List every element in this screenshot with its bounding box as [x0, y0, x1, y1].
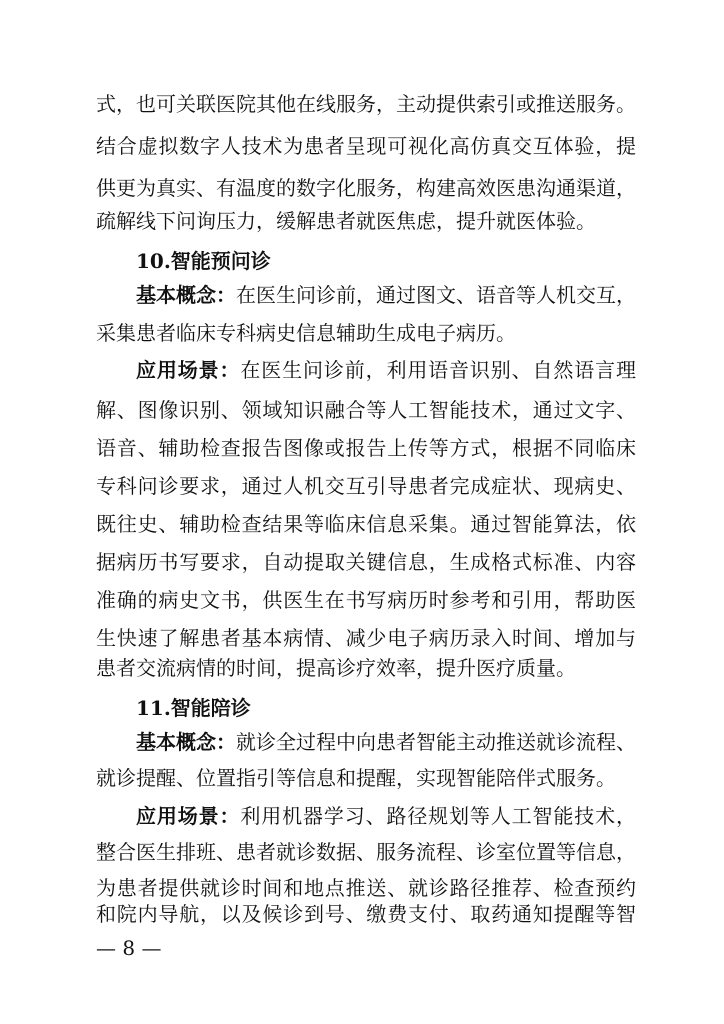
scenario-label: 应用场景：	[136, 804, 241, 828]
concept-label: 基本概念：	[136, 283, 236, 307]
body-text-line: 解、图像识别、领域知识融合等人工智能技术，通过文字、	[96, 398, 636, 422]
concept-text: 就诊全过程中向患者智能主动推送就诊流程、	[236, 730, 636, 754]
scenario-label: 应用场景：	[136, 358, 241, 382]
body-text-line: 供更为真实、有温度的数字化服务，构建高效医患沟通渠道，	[96, 176, 636, 200]
body-text-line: 就诊提醒、位置指引等信息和提醒，实现智能陪伴式服务。	[96, 766, 616, 790]
concept-label: 基本概念：	[136, 730, 236, 754]
body-text-line: 准确的病史文书，供医生在书写病历时参考和引用，帮助医	[96, 588, 636, 612]
body-text-line: 语音、辅助检查报告图像或报告上传等方式，根据不同临床	[96, 436, 636, 460]
section-heading-11: 11.智能陪诊	[136, 696, 251, 720]
scenario-text: 利用机器学习、路径规划等人工智能技术，	[240, 804, 636, 828]
scenario-paragraph-11	[136, 796, 636, 836]
concept-paragraph-11	[136, 722, 636, 762]
body-text-line: 采集患者临床专科病史信息辅助生成电子病历。	[96, 321, 516, 345]
body-text-line: 据病历书写要求，自动提取关键信息，生成格式标准、内容	[96, 550, 636, 574]
body-text-line: 整合医生排班、患者就诊数据、服务流程、诊室位置等信息，	[96, 840, 636, 864]
body-text-line: 疏解线下问询压力，缓解患者就医焦虑，提升就医体验。	[96, 209, 596, 233]
concept-paragraph-10	[136, 275, 636, 315]
scenario-paragraph-10	[136, 350, 636, 390]
body-text-line: 患者交流病情的时间，提高诊疗效率，提升医疗质量。	[96, 656, 576, 680]
body-text-line: 既往史、辅助检查结果等临床信息采集。通过智能算法，依	[96, 512, 636, 536]
scenario-text: 在医生问诊前，利用语音识别、自然语言理	[240, 358, 636, 382]
body-text-line: 结合虚拟数字人技术为患者呈现可视化高仿真交互体验，提	[96, 134, 636, 158]
body-text-line: 为患者提供就诊时间和地点推送、就诊路径推荐、检查预约	[96, 876, 636, 900]
body-text-line: 和院内导航，以及候诊到号、缴费支付、取药通知提醒等智	[96, 902, 636, 926]
concept-text: 在医生问诊前，通过图文、语音等人机交互，	[236, 283, 636, 307]
body-text-line: 专科问诊要求，通过人机交互引导患者完成症状、现病史、	[96, 474, 636, 498]
body-text-line: 生快速了解患者基本病情、减少电子病历录入时间、增加与	[96, 626, 636, 650]
page-number: — 8 —	[96, 936, 162, 960]
body-text-line: 式，也可关联医院其他在线服务，主动提供索引或推送服务。	[96, 92, 636, 116]
section-heading-10: 10.智能预问诊	[136, 249, 271, 273]
